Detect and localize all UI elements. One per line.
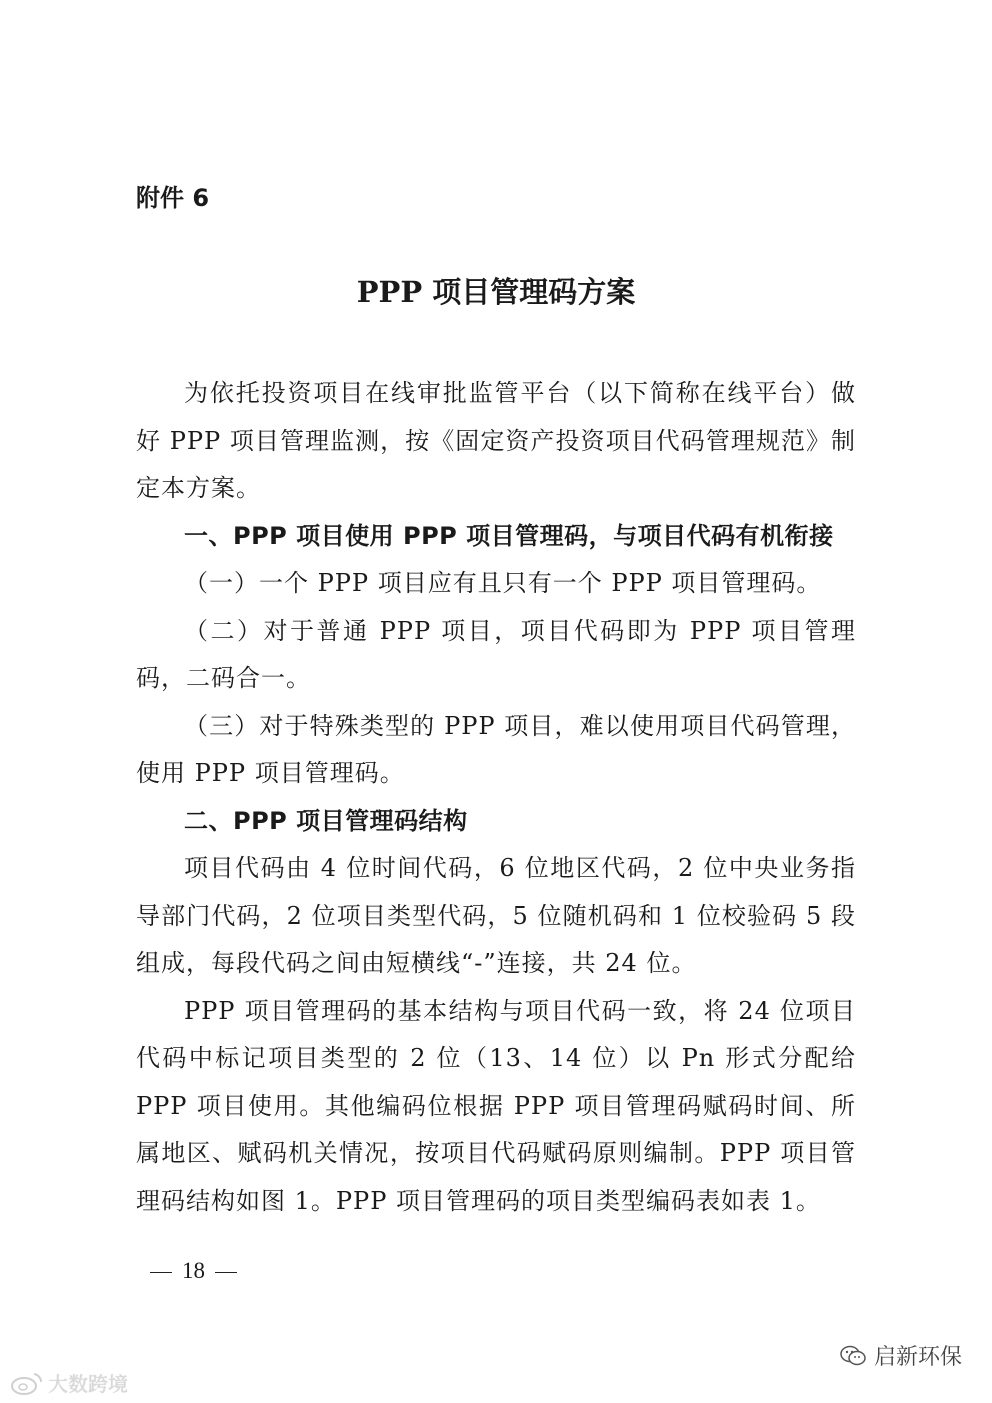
section-heading: 一、PPP 项目使用 PPP 项目管理码，与项目代码有机衔接	[184, 521, 834, 550]
watermark-left-text: 大数跨境	[48, 1372, 128, 1396]
paragraph: PPP 项目管理码的基本结构与项目代码一致，将 24 位项目代码中标记项目类型的 2 位（13、14 位）以 Pn 形式分配给 PPP 项目使用。其他编码位根据 PPP 项目管理码赋码时间、所属地区、赋码机关情况，按项目代码赋码原则编制。PPP 项目管理码结构如图 1。PPP 项目管理码的项目类型编码表如表 1。	[136, 996, 856, 1215]
paragraph: 为依托投资项目在线审批监管平台（以下简称在线平台）做好 PPP 项目管理监测，按《固定资产投资项目代码管理规范》制定本方案。	[136, 379, 856, 502]
watermark-right-text: 启新环保	[873, 1345, 962, 1370]
watermark-left	[10, 1368, 128, 1397]
watermark-right	[840, 1340, 962, 1371]
section-heading: 二、PPP 项目管理码结构	[184, 806, 468, 835]
page-title: PPP 项目管理码方案	[356, 275, 636, 309]
attachment-label: 附件 6	[136, 184, 210, 212]
paragraph: （二）对于普通 PPP 项目，项目代码即为 PPP 项目管理码，二码合一。	[136, 616, 856, 692]
paragraph: 项目代码由 4 位时间代码，6 位地区代码，2 位中央业务指导部门代码，2 位项目类型代码，5 位随机码和 1 位校验码 5 段组成，每段代码之间由短横线“-”连接，共 24 位。	[136, 854, 856, 977]
paragraph: （一）一个 PPP 项目应有且只有一个 PPP 项目管理码。	[184, 569, 822, 597]
wechat-icon	[840, 1345, 866, 1367]
document-body	[136, 370, 856, 1225]
paragraph: （三）对于特殊类型的 PPP 项目，难以使用项目代码管理，使用 PPP 项目管理码。	[136, 711, 856, 787]
dash-right	[215, 1272, 237, 1273]
page-number: 18	[182, 1258, 205, 1283]
dash-left	[150, 1272, 172, 1273]
weibo-icon	[10, 1371, 44, 1395]
page-number-footer	[140, 1258, 247, 1284]
